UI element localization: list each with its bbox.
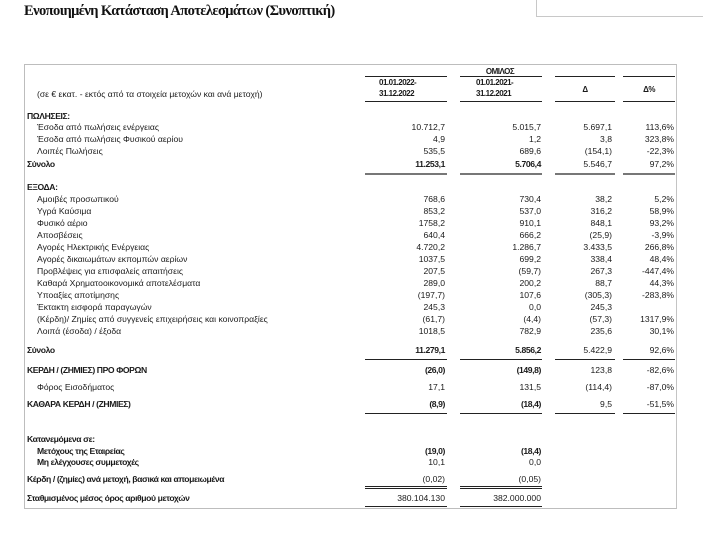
- table-row: Καθαρά Χρηματοοικονομικά αποτελέσματα 289,0 200,2 88,7 44,3%: [37, 278, 674, 288]
- table-row: Έσοδα από πωλήσεις ενέργειας 10.712,7 5.015,7 5.697,1 113,6%: [37, 122, 674, 132]
- table-row: Αμοιβές προσωπικού 768,6 730,4 38,2 5,2%: [37, 194, 674, 204]
- table-row: Έσοδα από πωλήσεις Φυσικού αερίου 4,9 1,2 3,8 323,8%: [37, 134, 674, 144]
- group-label: ΟΜΙΛΟΣ: [485, 67, 515, 76]
- sales-total-row: Σύνολο 11.253,1 5.706,4 5.546,7 97,2%: [27, 159, 674, 169]
- shares-row: Σταθμισμένος μέσος όρος αριθμού μετοχών 380.104.130 382.000.000: [27, 493, 541, 503]
- table-row: Υποαξίες αποτίμησης (197,7) 107,6 (305,3) -283,8%: [37, 290, 674, 300]
- page-title: Ενοποιημένη Κατάσταση Αποτελεσμάτων (Συνοπτική): [24, 3, 335, 19]
- units-note: (σε € εκατ. - εκτός από τα στοιχεία μετοχών και ανά μετοχή): [37, 89, 263, 99]
- net-row: ΚΑΘΑΡΑ ΚΕΡΔΗ / (ΖΗΜΙΕΣ) (8,9) (18,4) 9,5 -51,5%: [27, 399, 674, 409]
- table-row: Αγορές Ηλεκτρικής Ενέργειας 4.720,2 1.286,7 3.433,5 266,8%: [37, 242, 674, 252]
- table-row: Προβλέψεις για επισφαλείς απαιτήσεις 207,5 (59,7) 267,3 -447,4%: [37, 266, 674, 276]
- attributable-heading-row: Κατανεμόμενα σε:: [27, 434, 95, 444]
- table-row: Φυσικό αέριο 1758,2 910,1 848,1 93,2%: [37, 218, 674, 228]
- pretax-row: ΚΕΡΔΗ / (ΖΗΜΙΕΣ) ΠΡΟ ΦΟΡΩΝ (26,0) (149,8) 123,8 -82,6%: [27, 365, 674, 375]
- table-row: (Κέρδη)/ Ζημίες από συγγενείς επιχειρήσεις και κοινοπραξίες (61,7) (4,4) (57,3) 1317,9%: [37, 314, 674, 324]
- col-header-2022: 01.01.2022- 31.12.2022: [379, 78, 417, 98]
- units-note-row: [25, 88, 676, 100]
- top-right-box: [536, 0, 703, 17]
- table-row: Υγρά Καύσιμα 853,2 537,0 316,2 58,9%: [37, 206, 674, 216]
- table-row: Λοιπές Πωλήσεις 535,5 689,6 (154,1) -22,3%: [37, 146, 674, 156]
- expenses-heading: ΕΞΟΔΑ:: [27, 182, 58, 192]
- expenses-total-row: Σύνολο 11.279,1 5.856,2 5.422,9 92,6%: [27, 345, 674, 355]
- nci-row: Μη ελέγχουσες συμμετοχές 10,1 0,0: [37, 457, 541, 467]
- income-statement-table: [24, 64, 677, 509]
- sales-heading: ΠΩΛΗΣΕΙΣ:: [27, 111, 70, 121]
- tax-row: Φόρος Εισοδήματος 17,1 131,5 (114,4) -87,0%: [37, 382, 674, 392]
- table-row: Αγορές δικαιωμάτων εκπομπών αερίων 1037,5 699,2 338,4 48,4%: [37, 254, 674, 264]
- col-header-2021: 01.01.2021- 31.12.2021: [476, 78, 514, 98]
- col-header-delta: Δ: [582, 85, 588, 94]
- owners-row: Μετόχους της Εταιρείας (19,0) (18,4): [37, 446, 541, 456]
- table-row: Έκτακτη εισφορά παραγωγών 245,3 0,0 245,3: [37, 302, 612, 312]
- col-header-delta-pct: Δ%: [643, 85, 655, 94]
- table-row: Λοιπά (έσοδα) / έξοδα 1018,5 782,9 235,6 30,1%: [37, 326, 674, 336]
- eps-row: Κέρδη / (ζημίες) ανά μετοχή, βασικά και απομειωμένα (0,02) (0,05): [27, 474, 541, 484]
- expenses-heading-row: [25, 181, 676, 193]
- table-row: Αποσβέσεις 640,4 666,2 (25,9) -3,9%: [37, 230, 674, 240]
